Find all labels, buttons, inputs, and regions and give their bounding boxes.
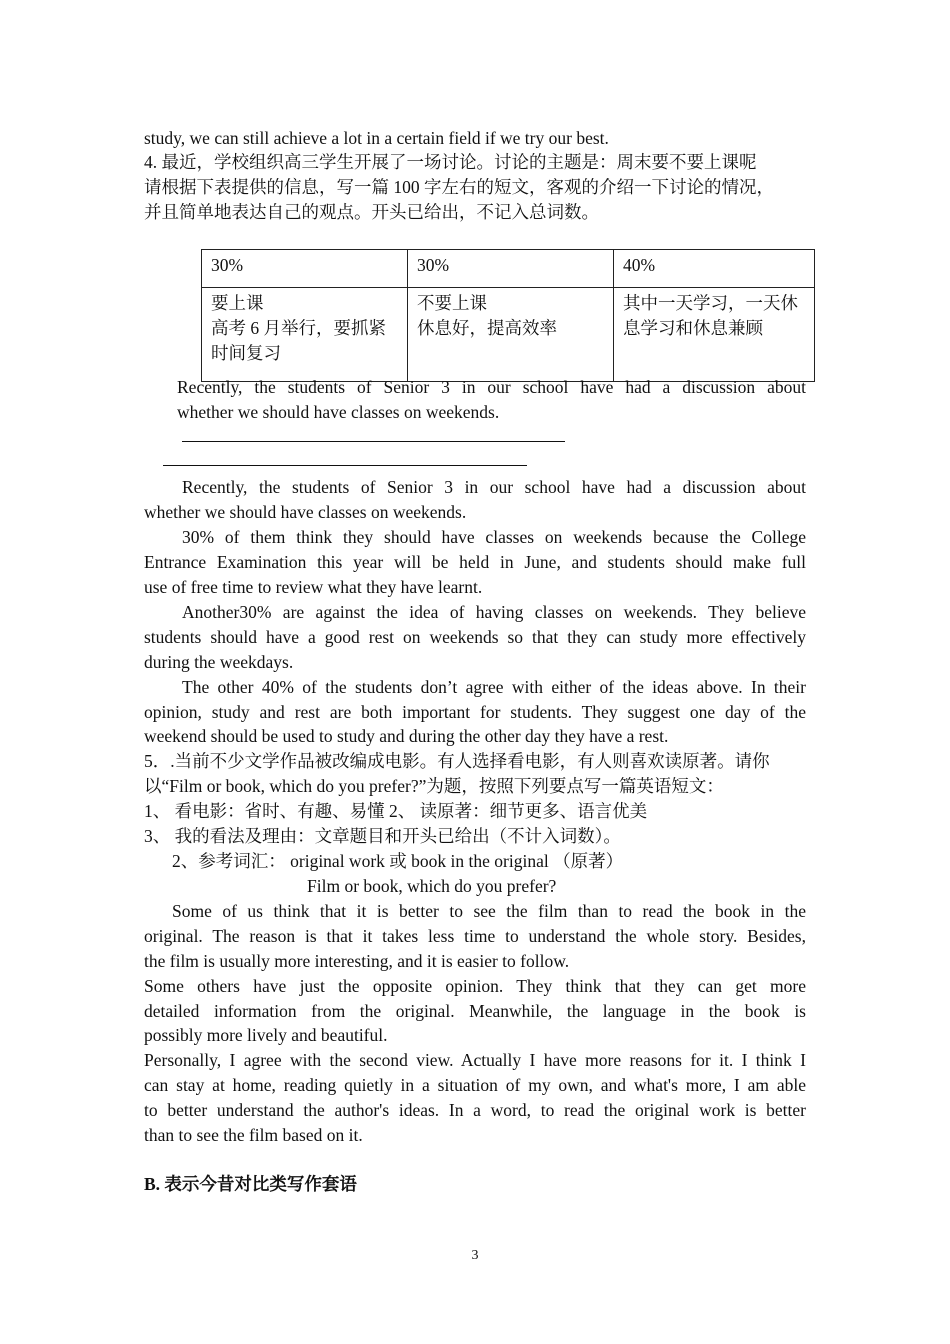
answer-line: detailed information from the original. Meanwhile, the language in the book is <box>144 1001 806 1021</box>
answer-line: can stay at home, reading quietly in a situation of my own, and what's more, I am able <box>144 1075 806 1095</box>
table-cell: 30% <box>202 250 408 288</box>
answer-line: possibly more lively and beautiful. <box>144 1025 388 1045</box>
prompt-line: whether we should have classes on weekends. <box>177 402 500 422</box>
table-cell <box>202 288 408 382</box>
section-heading: B. 表示今昔对比类写作套语 <box>144 1174 357 1194</box>
answer-line: Personally, I agree with the second view. Actually I have more reasons for it. I think I <box>144 1050 806 1070</box>
answer-line: opinion, study and rest are both important for students. They suggest one day of the <box>144 702 806 722</box>
answer-line: use of free time to review what they have learnt. <box>144 577 483 597</box>
essay-title: Film or book, which do you prefer? <box>307 876 557 896</box>
answer-line: Some of us think that it is better to see the film than to read the book in the <box>172 901 806 921</box>
answer-blank-line <box>182 441 565 442</box>
answer-line: The other 40% of the students don’t agree with either of the ideas above. In their <box>182 677 806 697</box>
answer-line: original. The reason is that it takes less time to understand the whole story. Besides, <box>144 926 806 946</box>
cell-line: 高考 6 月举行，要抓紧 <box>211 318 386 338</box>
page-number: 3 <box>471 1248 479 1263</box>
question-4-line: 请根据下表提供的信息，写一篇 100 字左右的短文，客观的介绍一下讨论的情况， <box>144 177 774 197</box>
table-row <box>202 288 815 382</box>
answer-line: Another30% are against the idea of having classes on weekends. They believe <box>182 602 806 622</box>
reference-vocab-line: 2、参考词汇： original work 或 book in the original （原著） <box>172 851 624 871</box>
answer-line: to better understand the author's ideas. In a word, to read the original work is better <box>144 1100 806 1120</box>
question-5-line: 以“Film or book, which do you prefer?”为题，按照下列要点写一篇英语短文： <box>144 776 724 796</box>
cell-line: 不要上课 <box>417 293 487 313</box>
text-line: study, we can still achieve a lot in a certain field if we try our best. <box>144 128 609 148</box>
answer-line: than to see the film based on it. <box>144 1125 363 1145</box>
answer-line: weekend should be used to study and during the other day they have a rest. <box>144 726 669 746</box>
question-5-line: 5．.当前不少文学作品被改编成电影。有人选择看电影，有人则喜欢读原著。请你 <box>144 751 770 771</box>
table-cell: 30% <box>408 250 614 288</box>
answer-line: 30% of them think they should have classes on weekends because the College <box>182 527 806 547</box>
question-4-line: 并且简单地表达自己的观点。开头已给出，不记入总词数。 <box>144 202 599 222</box>
cell-line: 息学习和休息兼顾 <box>623 318 763 338</box>
question-5-line: 1、 看电影：省时、有趣、易懂 2、 读原著：细节更多、语言优美 <box>144 801 648 821</box>
answer-line: students should have a good rest on weekends so that they can study more effectively <box>144 627 806 647</box>
cell-line: 其中一天学习，一天休 <box>623 293 798 313</box>
question-4-line: 4. 最近，学校组织高三学生开展了一场讨论。讨论的主题是：周末要不要上课呢 <box>144 152 757 172</box>
survey-table <box>201 249 815 382</box>
answer-line: Some others have just the opposite opinion. They think that they can get more <box>144 976 806 996</box>
table-header-row <box>202 250 815 288</box>
table-cell <box>614 288 815 382</box>
prompt-line: Recently, the students of Senior 3 in our school have had a discussion about <box>177 377 806 397</box>
answer-line: the film is usually more interesting, and it is easier to follow. <box>144 951 570 971</box>
answer-line: whether we should have classes on weekends. <box>144 502 467 522</box>
question-5-line: 3、 我的看法及理由：文章题目和开头已给出（不计入词数）。 <box>144 826 621 846</box>
cell-line: 休息好，提高效率 <box>417 318 557 338</box>
answer-line: Entrance Examination this year will be held in June, and students should make full <box>144 552 806 572</box>
cell-line: 时间复习 <box>211 343 281 363</box>
answer-line: Recently, the students of Senior 3 in our school have had a discussion about <box>182 477 806 497</box>
table-cell: 40% <box>614 250 815 288</box>
answer-blank-line <box>163 465 527 466</box>
table-cell <box>408 288 614 382</box>
cell-line: 要上课 <box>211 293 264 313</box>
answer-line: during the weekdays. <box>144 652 294 672</box>
